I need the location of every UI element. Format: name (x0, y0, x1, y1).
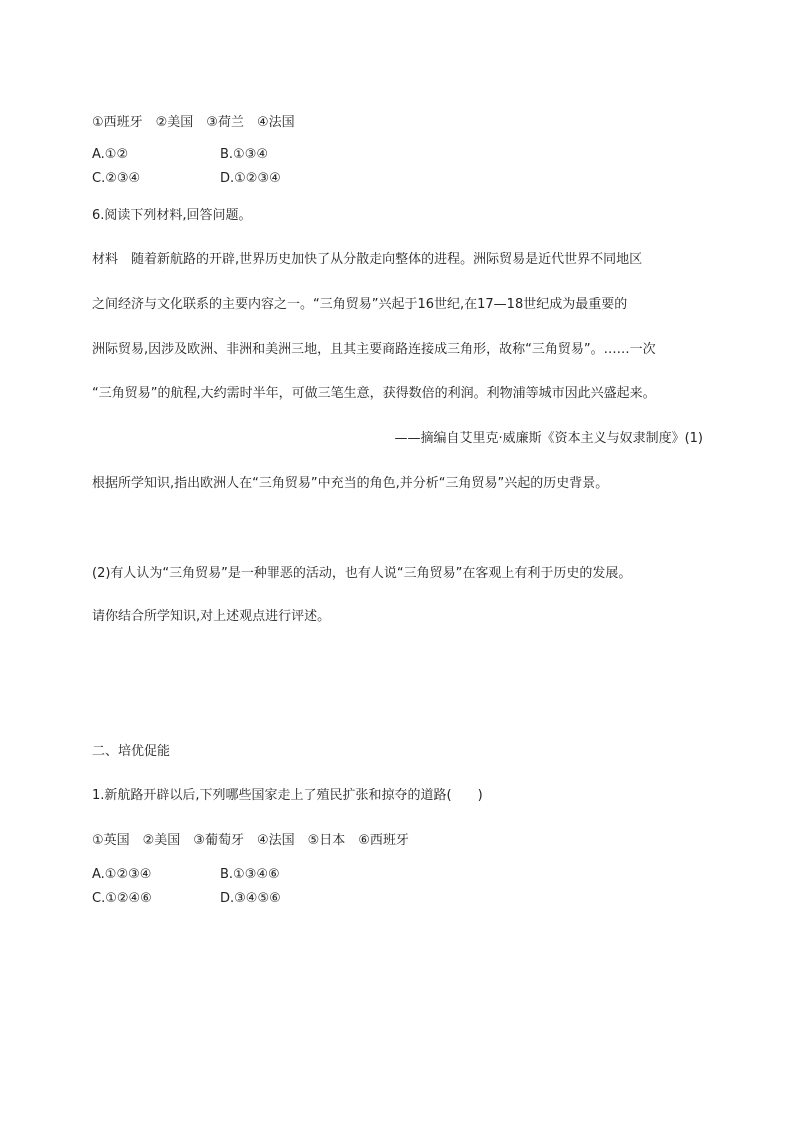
option-d: D.①②③④ (220, 171, 281, 186)
material-line-4: “三角贸易”的航程,大约需时半年，可做三笔生意，获得数倍的利润。利物浦等城市因此兴盛起来。 (92, 386, 656, 401)
option-a: A.①② (92, 147, 129, 162)
section2-option-a: A.①②③④ (92, 867, 152, 882)
sub-question-2: (2)有人认为“三角贸易”是一种罪恶的活动，也有人说“三角贸易”在客观上有利于历史的发展。 (92, 566, 632, 581)
material-source: ——摘编自艾里克·威廉斯《资本主义与奴隶制度》(1) (394, 431, 703, 446)
question-6-title: 6.阅读下列材料,回答问题。 (92, 208, 252, 223)
sub-question-1: 根据所学知识,指出欧洲人在“三角贸易”中充当的角色,并分析“三角贸易”兴起的历史背景。 (92, 476, 609, 491)
section2-question-1-items: ①英国 ②美国 ③葡萄牙 ④法国 ⑤日本 ⑥西班牙 (92, 833, 409, 848)
option-c: C.②③④ (92, 171, 141, 186)
section2-option-b: B.①③④⑥ (220, 867, 280, 882)
material-line-3: 洲际贸易,因涉及欧洲、非洲和美洲三地，且其主要商路连接成三角形，故称“三角贸易”。……一次 (92, 342, 656, 357)
option-b: B.①③④ (220, 147, 269, 162)
material-line-2: 之间经济与文化联系的主要内容之一。“三角贸易”兴起于16世纪,在17—18世纪成为最重要的 (92, 297, 628, 312)
question-5-items: ①西班牙 ②美国 ③荷兰 ④法国 (92, 115, 295, 130)
sub-question-2-instruction: 请你结合所学知识,对上述观点进行评述。 (92, 609, 331, 624)
section2-option-c: C.①②④⑥ (92, 891, 152, 906)
material-line-1: 材料 随着新航路的开辟,世界历史加快了从分散走向整体的进程。洲际贸易是近代世界不同地区 (92, 252, 643, 267)
section2-question-1-stem: 1.新航路开辟以后,下列哪些国家走上了殖民扩张和掠夺的道路( ) (92, 788, 483, 803)
section-heading: 二、培优促能 (92, 744, 171, 759)
section2-option-d: D.③④⑤⑥ (220, 891, 281, 906)
